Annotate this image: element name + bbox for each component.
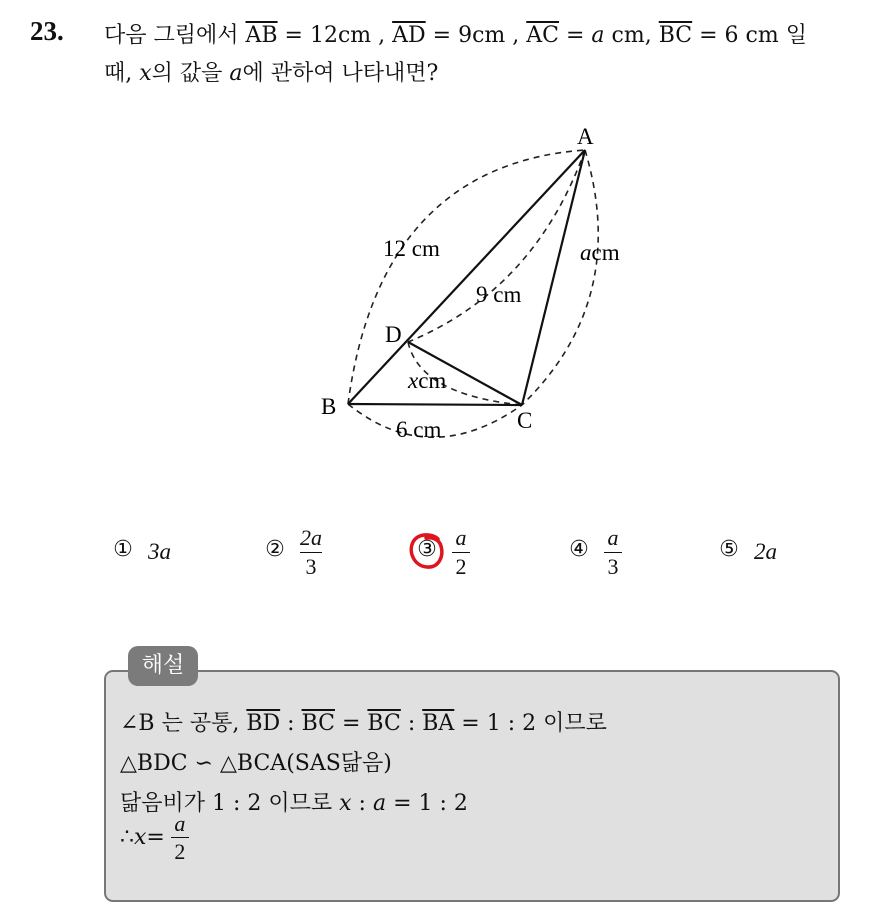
label-dc-unit: cm — [418, 368, 447, 393]
question-number: 23. — [30, 16, 64, 46]
sol4-numerator: a — [174, 811, 186, 836]
choice-1[interactable] — [110, 522, 171, 582]
q1-text-3: = 9cm , — [425, 23, 527, 48]
sol2-text: △BDC ∽ △BCA(SAS닮음) — [120, 751, 392, 776]
q1-text-6: = 6 cm 일 — [692, 23, 807, 48]
label-ac-unit: cm — [591, 240, 620, 265]
sol4-therefore: ∴ — [120, 825, 134, 851]
segment-ac — [522, 150, 585, 405]
label-ac-var: a — [580, 240, 592, 265]
q2-text-1: 때, — [104, 61, 140, 86]
sol4-denominator: 2 — [174, 839, 186, 865]
choice-1-value: 3a — [148, 539, 171, 564]
sol1-text-2: = 1 : 2 이므로 — [454, 711, 607, 736]
choice-2-number: ② — [265, 537, 285, 562]
q2-text-3: 에 관하여 나타내면? — [242, 61, 439, 86]
sol1-colon-1: : — [280, 711, 302, 736]
point-a: A — [577, 124, 594, 149]
choice-5[interactable] — [716, 522, 777, 582]
q1-text-2: = 12cm , — [277, 23, 393, 48]
arc-ac — [522, 150, 598, 405]
label-ac — [580, 240, 620, 265]
choice-4-denominator: 3 — [607, 553, 619, 579]
solution-line-2 — [120, 746, 392, 777]
seg-ad: $\overline{AD}$ — [392, 23, 426, 48]
choice-4-number: ④ — [569, 537, 589, 562]
choice-3-numerator: a — [455, 525, 467, 551]
choice-3-denominator: 2 — [455, 553, 467, 579]
choice-2-denominator: 3 — [305, 553, 317, 579]
point-c: C — [517, 408, 533, 433]
q2-text-2: 의 값을 — [151, 61, 230, 86]
sol1-colon-2: : — [400, 711, 423, 736]
choice-3-number: ③ — [414, 539, 440, 565]
choice-1-number: ① — [113, 537, 133, 562]
sol3-text-3: = 1 : 2 — [386, 791, 468, 816]
segment-bc — [348, 404, 522, 405]
var-a-2: a — [229, 61, 243, 86]
sol1-seg-bc-2: $\overline{BC}$ — [367, 711, 401, 736]
sol3-text-2: : — [351, 791, 373, 816]
point-d: D — [385, 322, 402, 347]
choice-3-fraction — [452, 526, 470, 577]
seg-bc: $\overline{BC}$ — [658, 23, 693, 48]
choice-5-value: 2a — [754, 539, 777, 564]
sol4-eq: = — [146, 825, 165, 851]
sol1-seg-bd: $\overline{BD}$ — [246, 711, 281, 736]
choice-2-fraction — [300, 526, 322, 577]
sol1-seg-ba: $\overline{BA}$ — [422, 711, 455, 736]
choice-4[interactable] — [566, 522, 622, 582]
sol1-eq: = — [334, 711, 368, 736]
segment-ab — [348, 150, 585, 404]
sol3-text-1: 닮음비가 1 : 2 이므로 — [120, 791, 340, 816]
question-line-1 — [104, 18, 807, 49]
choice-4-numerator: a — [607, 525, 619, 551]
choice-2-numerator: 2a — [300, 525, 322, 551]
choice-4-fraction — [604, 526, 622, 577]
solution-tag: 해설 — [128, 646, 198, 686]
label-bc: 6 cm — [396, 417, 442, 442]
sol1-text-1: 는 공통, — [154, 711, 247, 736]
sol1-seg-bc-1: $\overline{BC}$ — [301, 711, 335, 736]
label-ab: 12 cm — [383, 236, 440, 261]
seg-ab: $\overline{AB}$ — [245, 23, 278, 48]
var-a: a — [591, 23, 605, 48]
sol3-var-a: a — [372, 791, 387, 816]
sol1-angle: ∠B — [120, 711, 155, 736]
sol3-var-x: x — [339, 791, 352, 816]
q1-text-4: = — [559, 23, 592, 48]
choice-2[interactable] — [262, 522, 322, 582]
sol4-var-x: x — [134, 825, 147, 851]
seg-ac: $\overline{AC}$ — [526, 23, 559, 48]
q1-text-5: cm, — [604, 23, 659, 48]
sol4-fraction — [171, 812, 189, 863]
point-b: B — [321, 394, 337, 419]
choice-3[interactable] — [414, 522, 470, 582]
label-dc-var: x — [408, 368, 419, 393]
choice-5-number: ⑤ — [719, 537, 739, 562]
label-dc — [407, 368, 446, 393]
label-ad: 9 cm — [476, 282, 522, 307]
var-x: x — [139, 61, 152, 86]
solution-line-1 — [120, 706, 607, 737]
solution-line-4 — [120, 812, 189, 863]
q1-text-1: 다음 그림에서 — [104, 23, 246, 48]
question-line-2 — [104, 56, 438, 87]
triangle-diagram — [300, 118, 660, 448]
